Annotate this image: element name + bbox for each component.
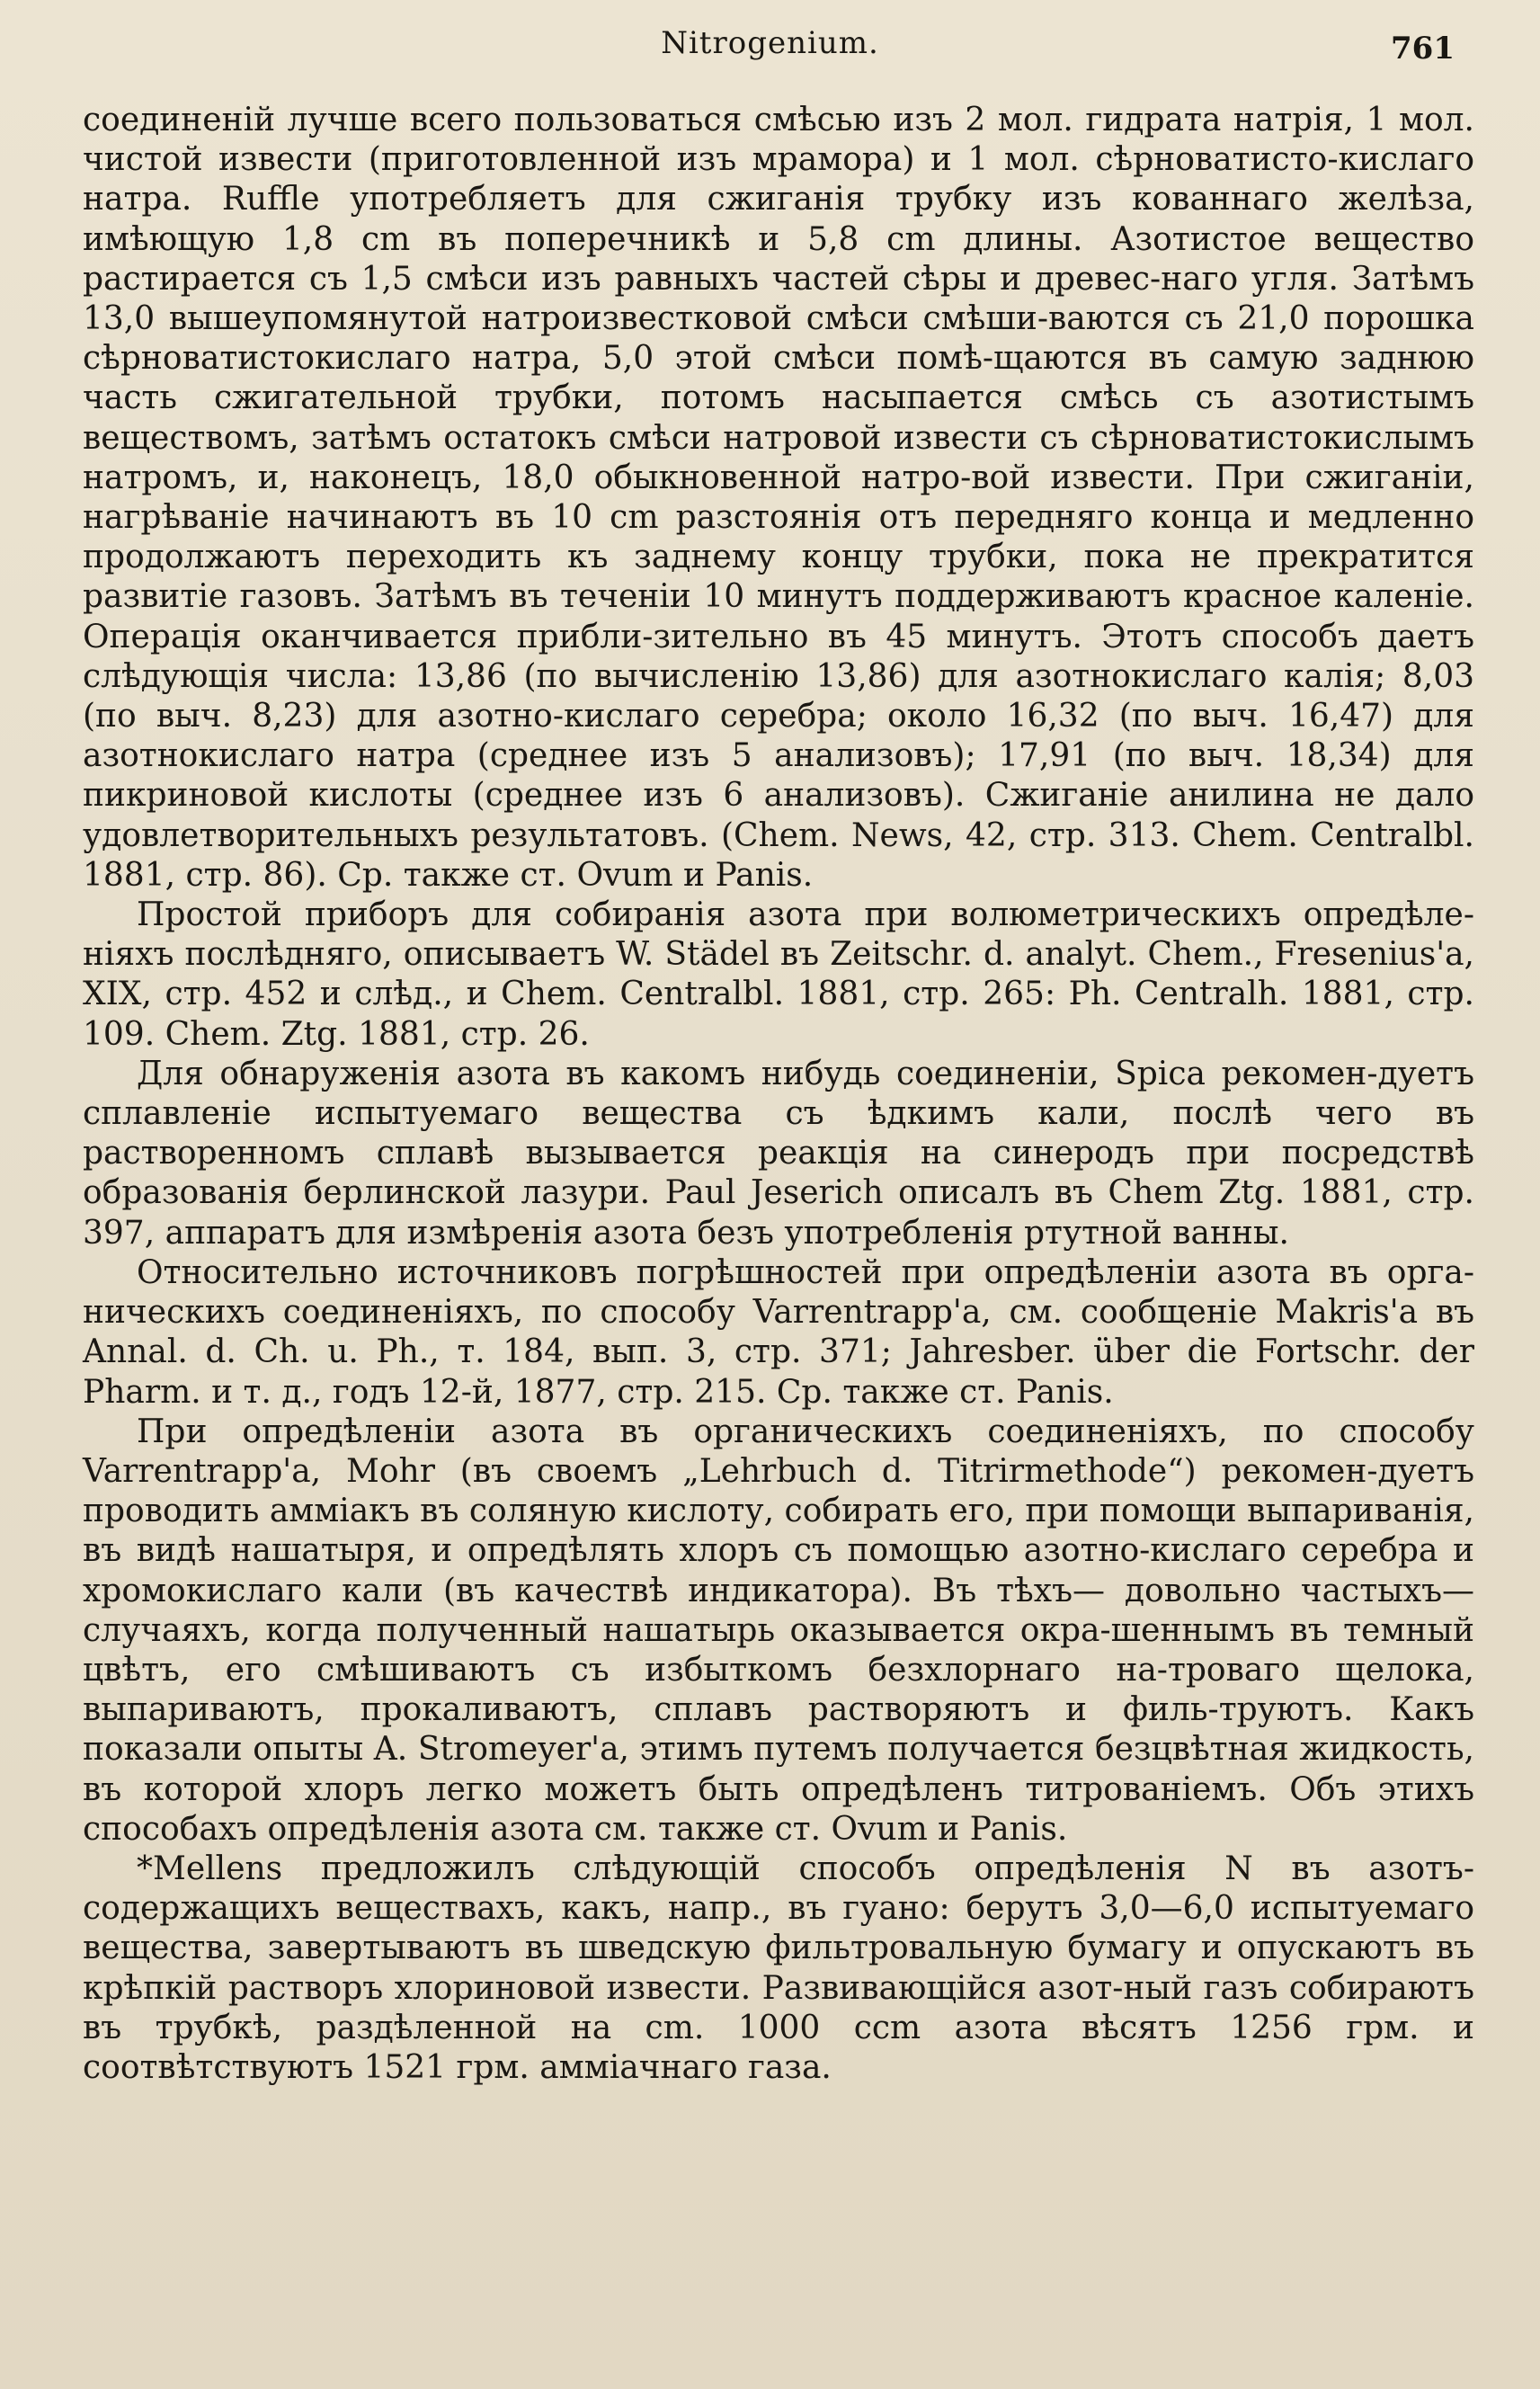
- paragraph-spica: Для обнаруженія азота въ какомъ нибудь соединеніи, Spica рекомен-дуетъ сплавленіе испытуемаго вещества съ ѣдкимъ кали, послѣ чего въ растворенномъ сплавѣ вызывается реакція на синеродъ при посредствѣ образованія берлинской лазури. Paul Jeserich описалъ въ Chem Ztg. 1881, стр. 397, аппаратъ для измѣренія азота безъ употребленія ртутной ванны.: [83, 1055, 1474, 1252]
- page-number: 761: [1391, 31, 1455, 67]
- page-body: [83, 101, 1474, 2088]
- running-header: [0, 25, 1540, 68]
- paragraph-mellens: *Mellens предложилъ слѣдующій способъ опредѣленія N въ азотъ-содержащихъ веществахъ, какъ, напр., въ гуано: берутъ 3,0—6,0 испытуемаго вещества, завертываютъ въ шведскую фильтровальную бумагу и опускаютъ въ крѣпкій растворъ хлориновой извести. Развивающійся азот-ный газъ собираютъ въ трубкѣ, раздѣленной на cm. 1000 ccm азота вѣсятъ 1256 грм. и соотвѣтствуютъ 1521 грм. аммiачнаго газа.: [83, 1850, 1474, 2086]
- paragraph-makris: Относительно источниковъ погрѣшностей при опредѣленіи азота въ орга-ническихъ соединеніяхъ, по способу Varrentrapp'a, см. сообщеніе Makris'a въ Annal. d. Ch. u. Ph., т. 184, вып. 3, стр. 371; Jahresber. über die Fortschr. der Pharm. и т. д., годъ 12-й, 1877, стр. 215. Ср. также ст. Panis.: [83, 1253, 1474, 1411]
- paragraph-stadel: Простой приборъ для собиранія азота при волюметрическихъ опредѣле-ніяхъ послѣдняго, описываетъ W. Städel въ Zeitschr. d. analyt. Chem., Fresenius'a, XIX, стр. 452 и слѣд., и Chem. Centralbl. 1881, стр. 265: Ph. Centralh. 1881, стр. 109. Chem. Ztg. 1881, стр. 26.: [83, 896, 1474, 1053]
- paragraph-continuation: соединеній лучше всего пользоваться смѣсью изъ 2 мол. гидрата натрія, 1 мол. чистой извести (приготовленной изъ мрамора) и 1 мол. сѣрноватисто-кислаго натра. Ruffle употребляетъ для сжиганія трубку изъ кованнаго желѣза, имѣющую 1,8 cm въ поперечникѣ и 5,8 cm длины. Азотистое вещество растирается съ 1,5 смѣси изъ равныхъ частей сѣры и древес-наго угля. Затѣмъ 13,0 вышеупомянутой натроизвестковой смѣси смѣши-ваются съ 21,0 порошка сѣрноватистокислаго натра, 5,0 этой смѣси помѣ-щаются въ самую заднюю часть сжигательной трубки, потомъ насыпается смѣсь съ азотистымъ веществомъ, затѣмъ остатокъ смѣси натровой извести съ сѣрноватистокислымъ натромъ, и, наконецъ, 18,0 обыкновенной натро-вой извести. При сжиганіи, нагрѣваніе начинаютъ въ 10 cm разстоянія отъ передняго конца и медленно продолжаютъ переходить къ заднему концу трубки, пока не прекратится развитіе газовъ. Затѣмъ въ теченіи 10 минутъ поддерживаютъ красное каленіе. Операція оканчивается прибли-зительно въ 45 минутъ. Этотъ способъ даетъ слѣдующія числа: 13,86 (по вычисленію 13,86) для азотнокислаго калія; 8,03 (по выч. 8,23) для азотно-кислаго серебра; около 16,32 (по выч. 16,47) для азотнокислаго натра (среднее изъ 5 анализовъ); 17,91 (по выч. 18,34) для пикриновой кислоты (среднее изъ 6 анализовъ). Сжиганіе анилина не дало удовлетворительныхъ результатовъ. (Chem. News, 42, стр. 313. Chem. Centralbl. 1881, стр. 86). Ср. также ст. Ovum и Panis.: [83, 102, 1474, 894]
- paragraph-mohr: При опредѣленіи азота въ органическихъ соединеніяхъ, по способу Varrentrapp'a, Mohr (въ своемъ „Lehrbuch d. Titrirmethode“) рекомен-дуетъ проводить аммiакъ въ соляную кислоту, собирать его, при помощи выпариванія, въ видѣ нашатыря, и опредѣлять хлоръ съ помощью азотно-кислаго серебра и хромокислаго кали (въ качествѣ индикатора). Въ тѣхъ— довольно частыхъ—случаяхъ, когда полученный нашатырь оказывается окра-шеннымъ въ темный цвѣтъ, его смѣшиваютъ съ избыткомъ безхлорнаго на-троваго щелока, выпариваютъ, прокаливаютъ, сплавъ растворяютъ и филь-труютъ. Какъ показали опыты A. Stromeyer'a, этимъ путемъ получается безцвѣтная жидкость, въ которой хлоръ легко можетъ быть опредѣленъ титрованіемъ. Объ этихъ способахъ опредѣленія азота см. также ст. Ovum и Panis.: [83, 1413, 1474, 1848]
- running-title: Nitrogenium.: [661, 25, 879, 61]
